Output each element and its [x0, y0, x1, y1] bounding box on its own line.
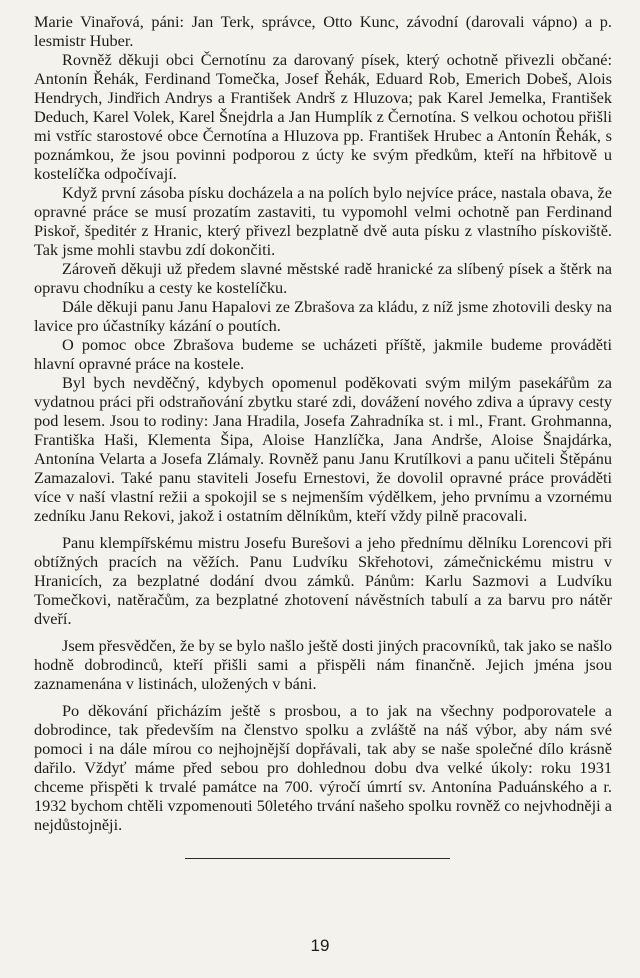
- body-text: [34, 12, 612, 834]
- paragraph-6: O pomoc obce Zbrašova budeme se ucházeti příště, jakmile budeme prováděti hlavní opravné práce na kostele.: [34, 335, 612, 373]
- section-divider: [185, 858, 450, 859]
- paragraph-1: Marie Vinařová, páni: Jan Terk, správce, Otto Kunc, závodní (darovali vápno) a p. lesmistr Huber.: [34, 12, 612, 50]
- paragraph-4: Zároveň děkuji už předem slavné městské radě hranické za slíbený písek a štěrk na opravu chodníku a cesty ke kostelíčku.: [34, 259, 612, 297]
- paragraph-10: Po děkování přicházím ještě s prosbou, a to jak na všechny podporovatele a dobrodince, tak především na členstvo spolku a zvláště na náš výbor, aby nám své pomoci i na dále mírou co nejhojnější dopřávali, tak aby se naše společné dílo krásně dařilo. Vždyť máme před sebou pro dohlednou dobu dva velké úkoly: roku 1931 chceme přispěti k trvalé památce na 700. výročí úmrtí sv. Antonína Paduánského a r. 1932 bychom chtěli vzpomenouti 50letého trvání našeho spolku rovněž co nejvhodněji a nejdůstojněji.: [34, 701, 612, 834]
- paragraph-8: Panu klempířskému mistru Josefu Burešovi a jeho přednímu dělníku Lorencovi při obtížných pracích na věžích. Panu Ludvíku Skřehotovi, zámečnickému mistru v Hranicích, za bezplatné dodání dvou zámků. Pánům: Karlu Sazmovi a Ludvíku Tomečkovi, natěračům, za bezplatné zhotovení návěstních tabulí a za barvu pro nátěr dveří.: [34, 533, 612, 628]
- paragraph-9: Jsem přesvědčen, že by se bylo našlo ještě dosti jiných pracovníků, tak jako se našlo hodně dobrodinců, kteří přišli sami a přispěli nám finančně. Jejich jména jsou zaznamenána v listinách, uložených v báni.: [34, 636, 612, 693]
- paragraph-2: Rovněž děkuji obci Černotínu za darovaný písek, který ochotně přivezli občané: Antonín Řehák, Ferdinand Tomečka, Josef Řehák, Eduard Rob, Emerich Dobeš, Alois Hendrych, Jindřich Andrys a František Andrš z Hluzova; pak Karel Jemelka, František Deduch, Karel Volek, Karel Šnejdrla a Jan Humplík z Černotína. S velkou ochotou přišli mi vstříc starostové obce Černotína a Hluzova pp. František Hrubec a Antonín Řehák, s poznámkou, že jsou povinni podporou z úcty ke svým předkům, kteří na hřbitově u kostelíčka odpočívají.: [34, 50, 612, 183]
- paragraph-3: Když první zásoba písku docházela a na polích bylo nejvíce práce, nastala obava, že opravné práce se musí prozatím zastaviti, tu vypomohl velmi ochotně pan Ferdinand Piskoř, špeditér z Hranic, který přivezl bezplatně dvě auta písku z vlastního pískoviště. Tak jsme mohli stavbu zdí dokončiti.: [34, 183, 612, 259]
- page-number: 19: [310, 936, 330, 955]
- paragraph-5: Dále děkuji panu Janu Hapalovi ze Zbrašova za kládu, z níž jsme zhotovili desky na lavice pro účastníky kázání o poutích.: [34, 297, 612, 335]
- paragraph-7: Byl bych nevděčný, kdybych opomenul poděkovati svým milým pasekářům za vydatnou práci při odstraňování zbytku staré zdi, dovážení nového zdiva a úpravy cesty pod lesem. Jsou to rodiny: Jana Hradila, Josefa Zahradníka st. i ml., Frant. Grohmanna, Františka Haši, Klementa Šipa, Aloise Hanzlíčka, Jana Andrše, Aloise Šnajdárka, Antonína Velarta a Josefa Zlámaly. Rovněž panu Janu Krutílkovi a panu učiteli Štěpánu Zamazalovi. Také panu staviteli Josefu Ernestovi, že dovolil opravné práce prováděti více v naší vlastní režii a spokojil se s nejmenším výdělkem, jeho prvnímu a vzornému zedníku Janu Rekovi, jakož i ostatním dělníkům, kteří vždy pilně pracovali.: [34, 373, 612, 525]
